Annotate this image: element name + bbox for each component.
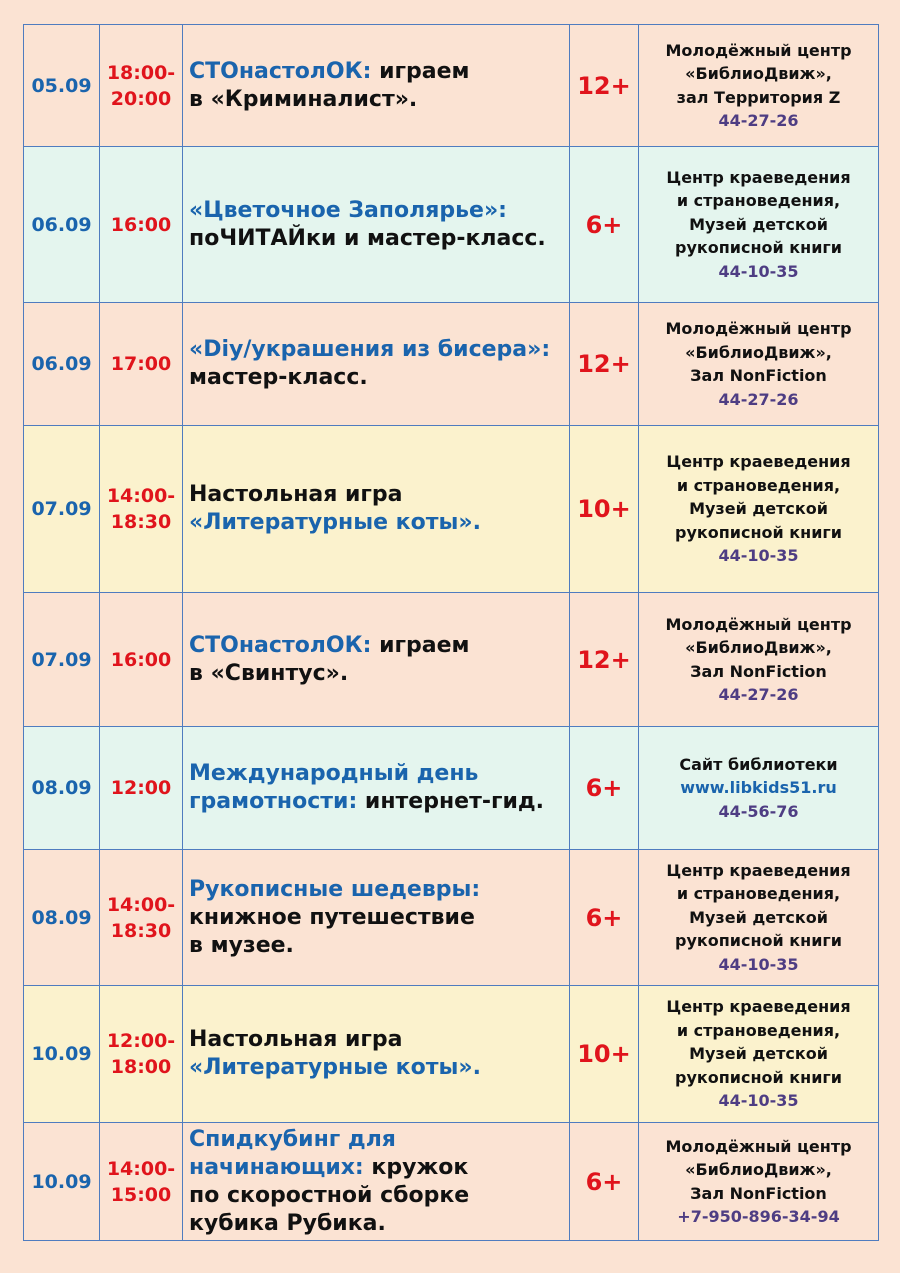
event-title-segment: начинающих: <box>189 1154 364 1180</box>
schedule-sheet <box>23 24 878 1241</box>
event-title-line <box>189 904 569 932</box>
event-title-line <box>189 632 569 660</box>
library-website-link[interactable]: www.libkids51.ru <box>680 778 837 798</box>
event-title-line <box>189 58 569 86</box>
event-title-segment: кружок <box>363 1154 469 1180</box>
location-line: «БиблиоДвиж», <box>685 64 832 83</box>
table-row <box>24 1123 879 1241</box>
event-time <box>100 147 183 303</box>
event-title-line <box>189 1182 569 1210</box>
event-title-line <box>189 1154 569 1182</box>
age-rating: 6+ <box>570 147 639 303</box>
location-line: Центр краеведения <box>666 997 851 1017</box>
event-title-segment: СТОнастолОК: <box>189 58 372 84</box>
event-time-line: 15:00 <box>110 1183 172 1206</box>
event-title-segment: Рукописные шедевры: <box>189 876 481 902</box>
event-title-segment: кубика Рубика. <box>189 1210 386 1236</box>
location-line: Музей детской <box>689 907 828 927</box>
phone-number: 44-27-26 <box>718 389 799 409</box>
age-rating: 6+ <box>570 1123 639 1241</box>
age-rating: 12+ <box>570 303 639 426</box>
event-time-line: 18:00- <box>106 61 176 84</box>
event-title-segment: Спидкубинг для <box>189 1126 396 1152</box>
event-location <box>639 25 879 147</box>
location-line: Музей детской <box>689 499 828 519</box>
location-line: рукописной книги <box>674 1067 842 1087</box>
table-row <box>24 303 879 426</box>
event-time-line: 14:00- <box>106 1157 176 1180</box>
event-time-line: 18:30 <box>110 919 172 942</box>
event-title-segment: «Diy/украшения из бисера»: <box>189 337 551 362</box>
location-line: Музей детской <box>689 214 828 234</box>
age-rating: 6+ <box>570 727 639 850</box>
location-line: Молодёжный центр <box>665 40 852 60</box>
event-time-line: 12:00- <box>106 1030 176 1052</box>
event-title <box>183 850 570 986</box>
event-location <box>639 986 879 1123</box>
event-title-segment: по скоростной сборке <box>189 1182 470 1208</box>
phone-number: 44-10-35 <box>718 954 799 974</box>
location-line: и страноведения, <box>676 1020 841 1040</box>
event-title-line <box>189 364 569 392</box>
event-title <box>183 147 570 303</box>
event-title-segment: Настольная игра <box>189 482 403 507</box>
event-title <box>183 727 570 850</box>
event-time <box>100 303 183 426</box>
event-title-segment: «Литературные коты». <box>189 1055 481 1080</box>
table-row <box>24 593 879 727</box>
events-table <box>23 24 879 1241</box>
event-title-line <box>189 1026 569 1054</box>
event-time-line: 12:00 <box>110 777 172 799</box>
location-line: и страноведения, <box>676 475 841 495</box>
event-date: 07.09 <box>24 426 100 593</box>
location-line: рукописной книги <box>674 238 842 258</box>
location-line: Молодёжный центр <box>665 319 852 338</box>
event-time <box>100 25 183 147</box>
location-line: Молодёжный центр <box>665 1136 852 1156</box>
event-location <box>639 426 879 593</box>
event-title-line <box>189 932 569 960</box>
event-title-segment: Международный день <box>189 761 479 786</box>
event-title-line <box>189 1210 569 1238</box>
table-row <box>24 850 879 986</box>
event-time <box>100 426 183 593</box>
event-time-line: 16:00 <box>110 648 172 671</box>
phone-number: 44-10-35 <box>718 261 799 281</box>
location-line: Центр краеведения <box>666 860 851 880</box>
event-title <box>183 426 570 593</box>
location-line: зал Территория Z <box>676 87 841 107</box>
event-time <box>100 850 183 986</box>
location-line: Зал NonFiction <box>690 661 827 681</box>
event-time <box>100 1123 183 1241</box>
table-row <box>24 25 879 147</box>
phone-number: 44-10-35 <box>718 1091 799 1111</box>
event-date: 08.09 <box>24 850 100 986</box>
event-title-line <box>189 481 569 509</box>
event-title-segment: СТОнастолОК: <box>189 632 372 658</box>
event-title-segment: играем <box>371 58 470 84</box>
event-date: 06.09 <box>24 147 100 303</box>
age-rating: 12+ <box>570 25 639 147</box>
location-line: «БиблиоДвиж», <box>685 1160 832 1179</box>
event-title-line <box>189 225 569 253</box>
event-time-line: 18:00 <box>110 1056 172 1078</box>
event-date: 07.09 <box>24 593 100 727</box>
event-title-line <box>189 509 569 537</box>
location-line: Зал NonFiction <box>690 366 827 385</box>
age-rating: 10+ <box>570 426 639 593</box>
location-line: Сайт библиотеки <box>679 754 838 774</box>
location-line: и страноведения, <box>676 191 841 211</box>
event-title <box>183 1123 570 1241</box>
events-table-body <box>24 25 879 1241</box>
event-title-line <box>189 760 569 788</box>
event-title-segment: Настольная игра <box>189 1027 403 1052</box>
event-location <box>639 147 879 303</box>
event-date: 05.09 <box>24 25 100 147</box>
table-row <box>24 147 879 303</box>
event-title <box>183 25 570 147</box>
event-title-line <box>189 660 569 688</box>
event-time-line: 18:30 <box>110 511 172 533</box>
event-title <box>183 986 570 1123</box>
event-time <box>100 593 183 727</box>
event-title-segment: в «Свинтус». <box>189 660 349 686</box>
event-title-line <box>189 86 569 114</box>
event-title-segment: интернет-гид. <box>357 789 544 814</box>
event-date: 06.09 <box>24 303 100 426</box>
event-location <box>639 1123 879 1241</box>
event-title-segment: грамотности: <box>189 789 358 814</box>
location-line: Молодёжный центр <box>665 614 852 634</box>
event-date: 08.09 <box>24 727 100 850</box>
age-rating: 10+ <box>570 986 639 1123</box>
event-time-line: 16:00 <box>110 213 172 236</box>
location-line: «БиблиоДвиж», <box>685 638 832 657</box>
location-line: Зал NonFiction <box>690 1183 827 1203</box>
location-line: Центр краеведения <box>666 167 851 187</box>
location-line: рукописной книги <box>674 931 842 951</box>
event-date: 10.09 <box>24 1123 100 1241</box>
event-title-line <box>189 197 569 225</box>
event-location <box>639 593 879 727</box>
event-title-line <box>189 788 569 816</box>
phone-number: 44-56-76 <box>718 801 799 821</box>
event-title <box>183 593 570 727</box>
location-line: Музей детской <box>689 1044 828 1064</box>
event-location <box>639 727 879 850</box>
event-title-segment: в «Криминалист». <box>189 86 418 112</box>
location-line: рукописной книги <box>674 522 842 542</box>
table-row <box>24 986 879 1123</box>
table-row <box>24 727 879 850</box>
table-row <box>24 426 879 593</box>
event-time <box>100 727 183 850</box>
event-title-segment: в музее. <box>189 932 294 958</box>
phone-number: 44-27-26 <box>718 685 799 704</box>
age-rating: 6+ <box>570 850 639 986</box>
event-time-line: 20:00 <box>110 87 172 110</box>
event-title-segment: книжное путешествие <box>189 904 475 930</box>
event-time-line: 14:00- <box>106 893 176 916</box>
event-title-segment: «Литературные коты». <box>189 510 481 535</box>
age-rating: 12+ <box>570 593 639 727</box>
location-line: «БиблиоДвиж», <box>685 342 832 362</box>
event-date: 10.09 <box>24 986 100 1123</box>
event-title <box>183 303 570 426</box>
phone-number: 44-10-35 <box>718 546 799 566</box>
event-title-line <box>189 1054 569 1082</box>
event-title-segment: поЧИТАЙки и мастер-класс. <box>189 225 546 251</box>
event-title-segment: мастер-класс. <box>189 365 368 390</box>
event-title-line <box>189 876 569 904</box>
event-location <box>639 850 879 986</box>
event-time-line: 17:00 <box>110 353 172 375</box>
event-title-line <box>189 336 569 364</box>
phone-number: +7-950-896-34-94 <box>677 1207 840 1226</box>
event-title-line <box>189 1126 569 1154</box>
location-line: и страноведения, <box>676 884 841 904</box>
event-title-segment: играем <box>371 632 470 658</box>
location-line: Центр краеведения <box>666 452 851 472</box>
event-location <box>639 303 879 426</box>
event-title-segment: «Цветочное Заполярье»: <box>189 197 507 223</box>
phone-number: 44-27-26 <box>718 111 799 130</box>
event-time-line: 14:00- <box>106 485 176 507</box>
event-time <box>100 986 183 1123</box>
